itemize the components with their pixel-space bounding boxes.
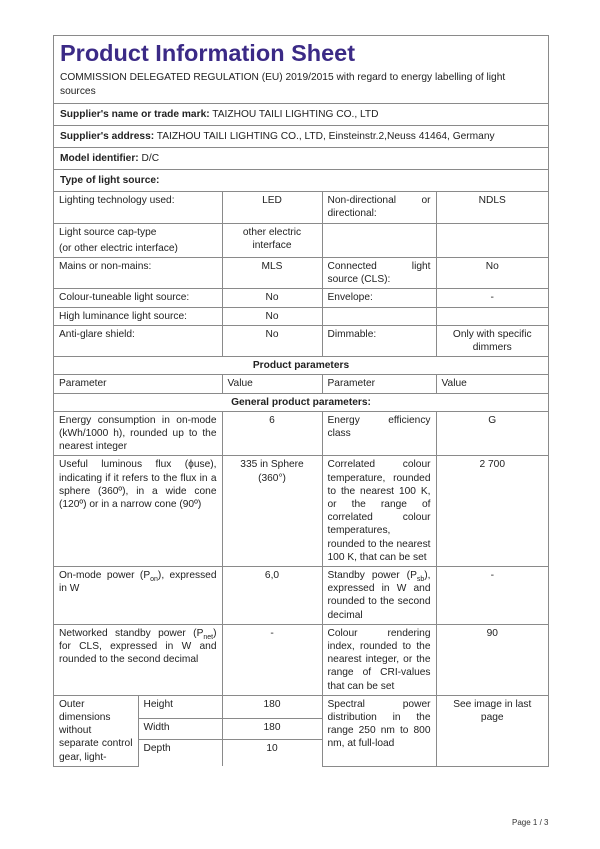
column-header: Parameter xyxy=(322,375,436,393)
standby-power-label-end: ), expressed in W and rounded to the second decimal xyxy=(327,569,431,621)
table-cell: Height xyxy=(138,695,222,718)
table-cell: 180 xyxy=(222,719,322,740)
table-cell: Energy efficiency class xyxy=(322,412,436,456)
networked-standby-label: Networked standby power (P xyxy=(59,627,204,639)
table-cell: Colour rendering index, rounded to the nearest integer, or the range of CRI-values that can be set xyxy=(322,624,436,695)
model-value: D/C xyxy=(141,153,160,164)
product-information-sheet xyxy=(53,35,549,767)
table-cell: Outer dimensions without separate control gear, light- xyxy=(54,695,138,766)
table-row xyxy=(54,257,548,288)
model-row xyxy=(54,148,548,170)
table-cell: 180 xyxy=(222,695,322,718)
table-row xyxy=(54,624,548,695)
table-cell: 2 700 xyxy=(436,456,548,567)
column-header: Value xyxy=(222,375,322,393)
table-cell: G xyxy=(436,412,548,456)
address-label: Supplier's address: xyxy=(60,131,155,142)
table-cell: Useful luminous flux (ϕuse), indicating if it refers to the flux in a sphere (360º), in a wide cone (120º) or in a narrow cone (90º) xyxy=(54,456,222,567)
table-row xyxy=(54,192,548,223)
table-cell: Correlated colour temperature, rounded to the nearest 100 K, or the range of correlated colour temperatures, rounded to the nearest 100 K, that can be set xyxy=(322,456,436,567)
table-cell: Mains or non-mains: xyxy=(54,257,222,288)
light-source-type-row xyxy=(54,170,548,192)
general-parameters-heading: General product parameters: xyxy=(54,393,548,411)
table-cell: Connected light source (CLS): xyxy=(322,257,436,288)
table-cell: 335 in Sphere (360°) xyxy=(222,456,322,567)
table-row xyxy=(54,223,548,257)
table-cell: See image in last page xyxy=(436,695,548,766)
networked-standby-label-end: ) for CLS, expressed in W and rounded to the second decimal xyxy=(59,627,217,666)
table-cell: No xyxy=(222,325,322,356)
table-cell: 10 xyxy=(222,740,322,767)
table-cell: No xyxy=(436,257,548,288)
product-parameters-heading: Product parameters xyxy=(54,357,548,375)
table-header-row xyxy=(54,375,548,393)
page-number: Page 1 / 3 xyxy=(512,818,549,827)
light-source-type-label: Type of light source: xyxy=(60,175,160,186)
table-cell xyxy=(322,223,436,257)
table-cell: - xyxy=(436,289,548,307)
table-cell xyxy=(436,223,548,257)
on-mode-power-label-end: ), expressed in W xyxy=(59,569,217,595)
table-row xyxy=(54,289,548,307)
table-cell xyxy=(322,307,436,325)
table-row xyxy=(54,456,548,567)
supplier-row xyxy=(54,104,548,126)
table-cell: Lighting technology used: xyxy=(54,192,222,223)
standby-power-label: Standby power (P xyxy=(327,569,417,581)
column-header: Value xyxy=(436,375,548,393)
column-header: Parameter xyxy=(54,375,222,393)
regulation-subtitle: COMMISSION DELEGATED REGULATION (EU) 2019/2015 with regard to energy labelling of light sources xyxy=(54,71,548,104)
model-label: Model identifier: xyxy=(60,153,139,164)
section-header-row xyxy=(54,357,548,375)
table-row xyxy=(54,325,548,356)
address-value: TAIZHOU TAILI LIGHTING CO., LTD, Einsteinstr.2,Neuss 41464, Germany xyxy=(156,131,495,142)
table-cell: No xyxy=(222,289,322,307)
table-cell xyxy=(54,624,222,695)
subscript: sb xyxy=(416,576,425,583)
table-cell xyxy=(436,307,548,325)
table-cell: Spectral power distribution in the range 250 nm to 800 nm, at full-load xyxy=(322,695,436,766)
table-row xyxy=(54,307,548,325)
table-cell: LED xyxy=(222,192,322,223)
table-cell: High luminance light source: xyxy=(54,307,222,325)
table-cell: Only with specific dimmers xyxy=(436,325,548,356)
supplier-label: Supplier's name or trade mark: xyxy=(60,109,210,120)
table-cell: 90 xyxy=(436,624,548,695)
on-mode-power-label: On-mode power (P xyxy=(59,569,151,581)
table-cell: Anti-glare shield: xyxy=(54,325,222,356)
table-cell: Depth xyxy=(138,740,222,767)
table-cell: Width xyxy=(138,719,222,740)
table-cell: NDLS xyxy=(436,192,548,223)
page-title: Product Information Sheet xyxy=(60,40,356,66)
supplier-value: TAIZHOU TAILI LIGHTING CO., LTD xyxy=(212,109,379,120)
subscript: on xyxy=(150,576,158,583)
table-cell xyxy=(54,566,222,624)
address-row xyxy=(54,126,548,148)
table-cell: other electric interface xyxy=(222,223,322,257)
cap-type-label: Light source cap-type xyxy=(59,226,157,238)
table-cell: Envelope: xyxy=(322,289,436,307)
subscript: net xyxy=(203,633,214,641)
table-cell: 6 xyxy=(222,412,322,456)
general-parameters-table xyxy=(54,412,548,767)
table-cell: Colour-tuneable light source: xyxy=(54,289,222,307)
table-cell: Non-directional or directional: xyxy=(322,192,436,223)
table-cell xyxy=(322,566,436,624)
cap-type-sublabel: (or other electric interface) xyxy=(59,242,178,254)
table-cell: - xyxy=(436,566,548,624)
table-cell: Energy consumption in on-mode (kWh/1000 h), rounded up to the nearest integer xyxy=(54,412,222,456)
table-cell: 6,0 xyxy=(222,566,322,624)
light-source-table xyxy=(54,192,548,412)
table-row xyxy=(54,695,548,718)
table-cell: No xyxy=(222,307,322,325)
table-row xyxy=(54,412,548,456)
section-header-row xyxy=(54,393,548,411)
table-cell: - xyxy=(222,624,322,695)
table-cell: MLS xyxy=(222,257,322,288)
table-row xyxy=(54,566,548,624)
table-cell: Dimmable: xyxy=(322,325,436,356)
table-cell xyxy=(54,223,222,257)
